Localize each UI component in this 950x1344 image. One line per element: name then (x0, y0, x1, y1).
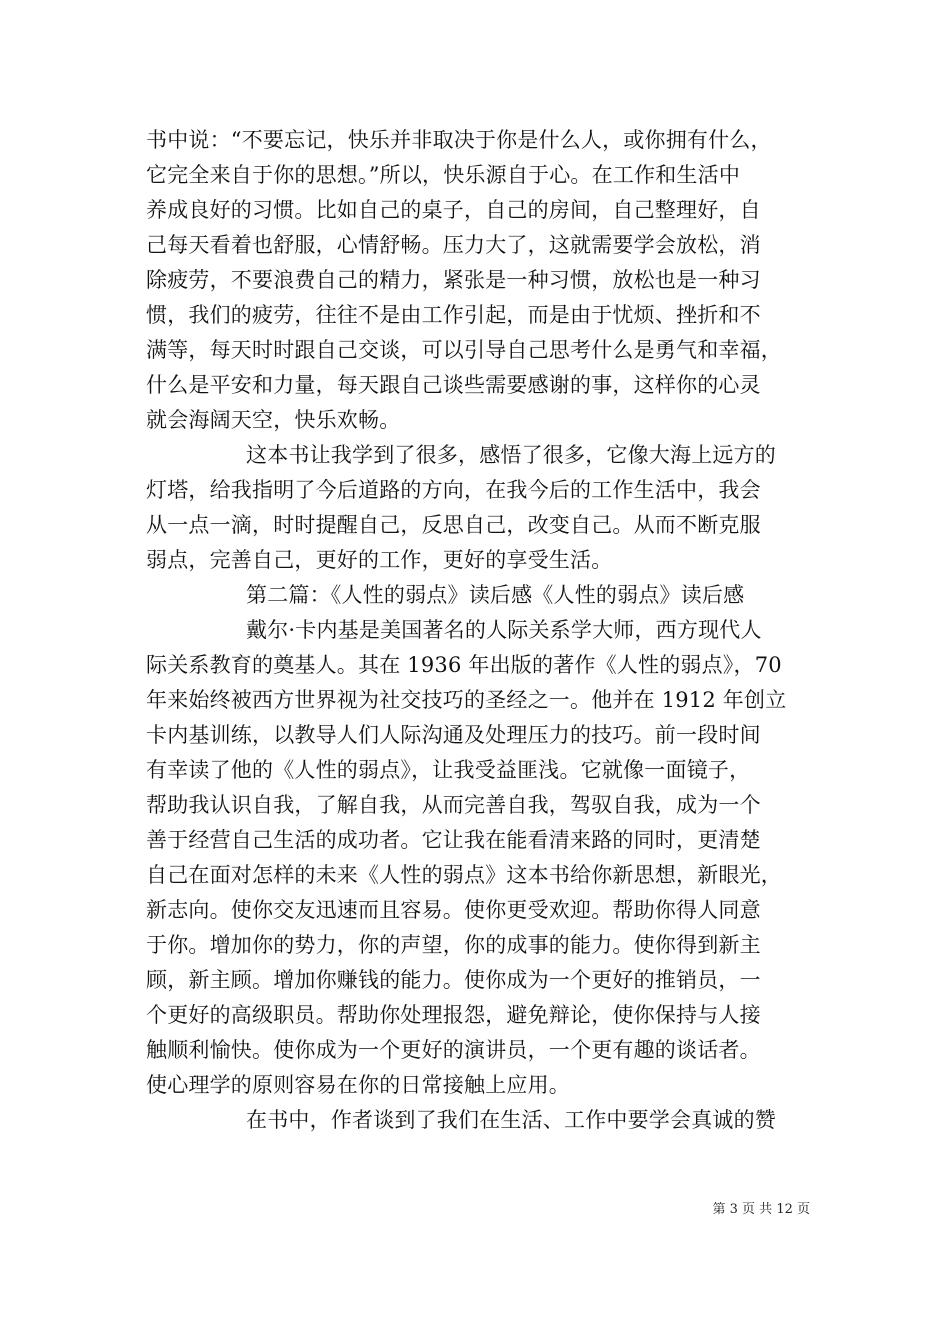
page-number-footer: 第 3 页 共 12 页 (712, 1202, 810, 1217)
text-line: 使心理学的原则容易在你的日常接触上应用。 (146, 1073, 570, 1097)
text-line: 灯塔，给我指明了今后道路的方向，在我今后的工作生活中，我会 (146, 478, 761, 502)
text-line: 什么是平安和力量，每天跟自己谈些需要感谢的事，这样你的心灵 (146, 373, 761, 397)
text-line: 自己在面对怎样的未来《人性的弱点》这本书给你新思想，新眼光， (146, 863, 782, 887)
paragraph-start-line: 这本书让我学到了很多，感悟了很多，它像大海上远方的 (246, 443, 776, 467)
text-line: 弱点，完善自己，更好的工作，更好的享受生活。 (146, 548, 613, 572)
text-line: 善于经营自己生活的成功者。它让我在能看清来路的同时，更清楚 (146, 828, 761, 852)
text-line: 顾，新主顾。增加你赚钱的能力。使你成为一个更好的推销员，一 (146, 968, 761, 992)
text-line: 年来始终被西方世界视为社交技巧的圣经之一。他并在 1912 年创立 (146, 688, 787, 712)
section-heading: 第二篇：《人性的弱点》读后感《人性的弱点》读后感 (246, 583, 745, 607)
text-line: 帮助我认识自我，了解自我，从而完善自我，驾驭自我，成为一个 (146, 793, 761, 817)
text-line: 惯，我们的疲劳，往往不是由工作引起，而是由于忧烦、挫折和不 (146, 303, 761, 327)
text-line: 个更好的高级职员。帮助你处理报怨，避免辩论，使你保持与人接 (146, 1003, 761, 1027)
text-line: 它完全来自于你的思想。”所以，快乐源自于心。在工作和生活中 (146, 163, 741, 187)
paragraph-start-line: 在书中，作者谈到了我们在生活、工作中要学会真诚的赞 (246, 1108, 776, 1132)
text-line: 从一点一滴，时时提醒自己，反思自己，改变自己。从而不断克服 (146, 513, 761, 537)
text-line: 新志向。使你交友迅速而且容易。使你更受欢迎。帮助你得人同意 (146, 898, 761, 922)
text-line: 卡内基训练，以教导人们人际沟通及处理压力的技巧。前一段时间 (146, 723, 761, 747)
text-line: 书中说：“不要忘记，快乐并非取决于你是什么人，或你拥有什么， (146, 128, 772, 152)
text-line: 际关系教育的奠基人。其在 1936 年出版的著作《人性的弱点》，70 (146, 653, 782, 677)
paragraph-start-line: 戴尔·卡内基是美国著名的人际关系学大师，西方现代人 (246, 618, 762, 642)
text-line: 养成良好的习惯。比如自己的桌子，自己的房间，自己整理好，自 (146, 198, 761, 222)
text-line: 就会海阔天空，快乐欢畅。 (146, 408, 401, 432)
text-line: 除疲劳，不要浪费自己的精力，紧张是一种习惯，放松也是一种习 (146, 268, 761, 292)
text-line: 有幸读了他的《人性的弱点》，让我受益匪浅。它就像一面镜子， (146, 758, 751, 782)
text-line: 满等，每天时时跟自己交谈，可以引导自己思考什么是勇气和幸福， (146, 338, 782, 362)
text-line: 己每天看着也舒服，心情舒畅。压力大了，这就需要学会放松，消 (146, 233, 761, 257)
text-line: 于你。增加你的势力，你的声望，你的成事的能力。使你得到新主 (146, 933, 761, 957)
text-line: 触顺利愉快。使你成为一个更好的演讲员，一个更有趣的谈话者。 (146, 1038, 761, 1062)
